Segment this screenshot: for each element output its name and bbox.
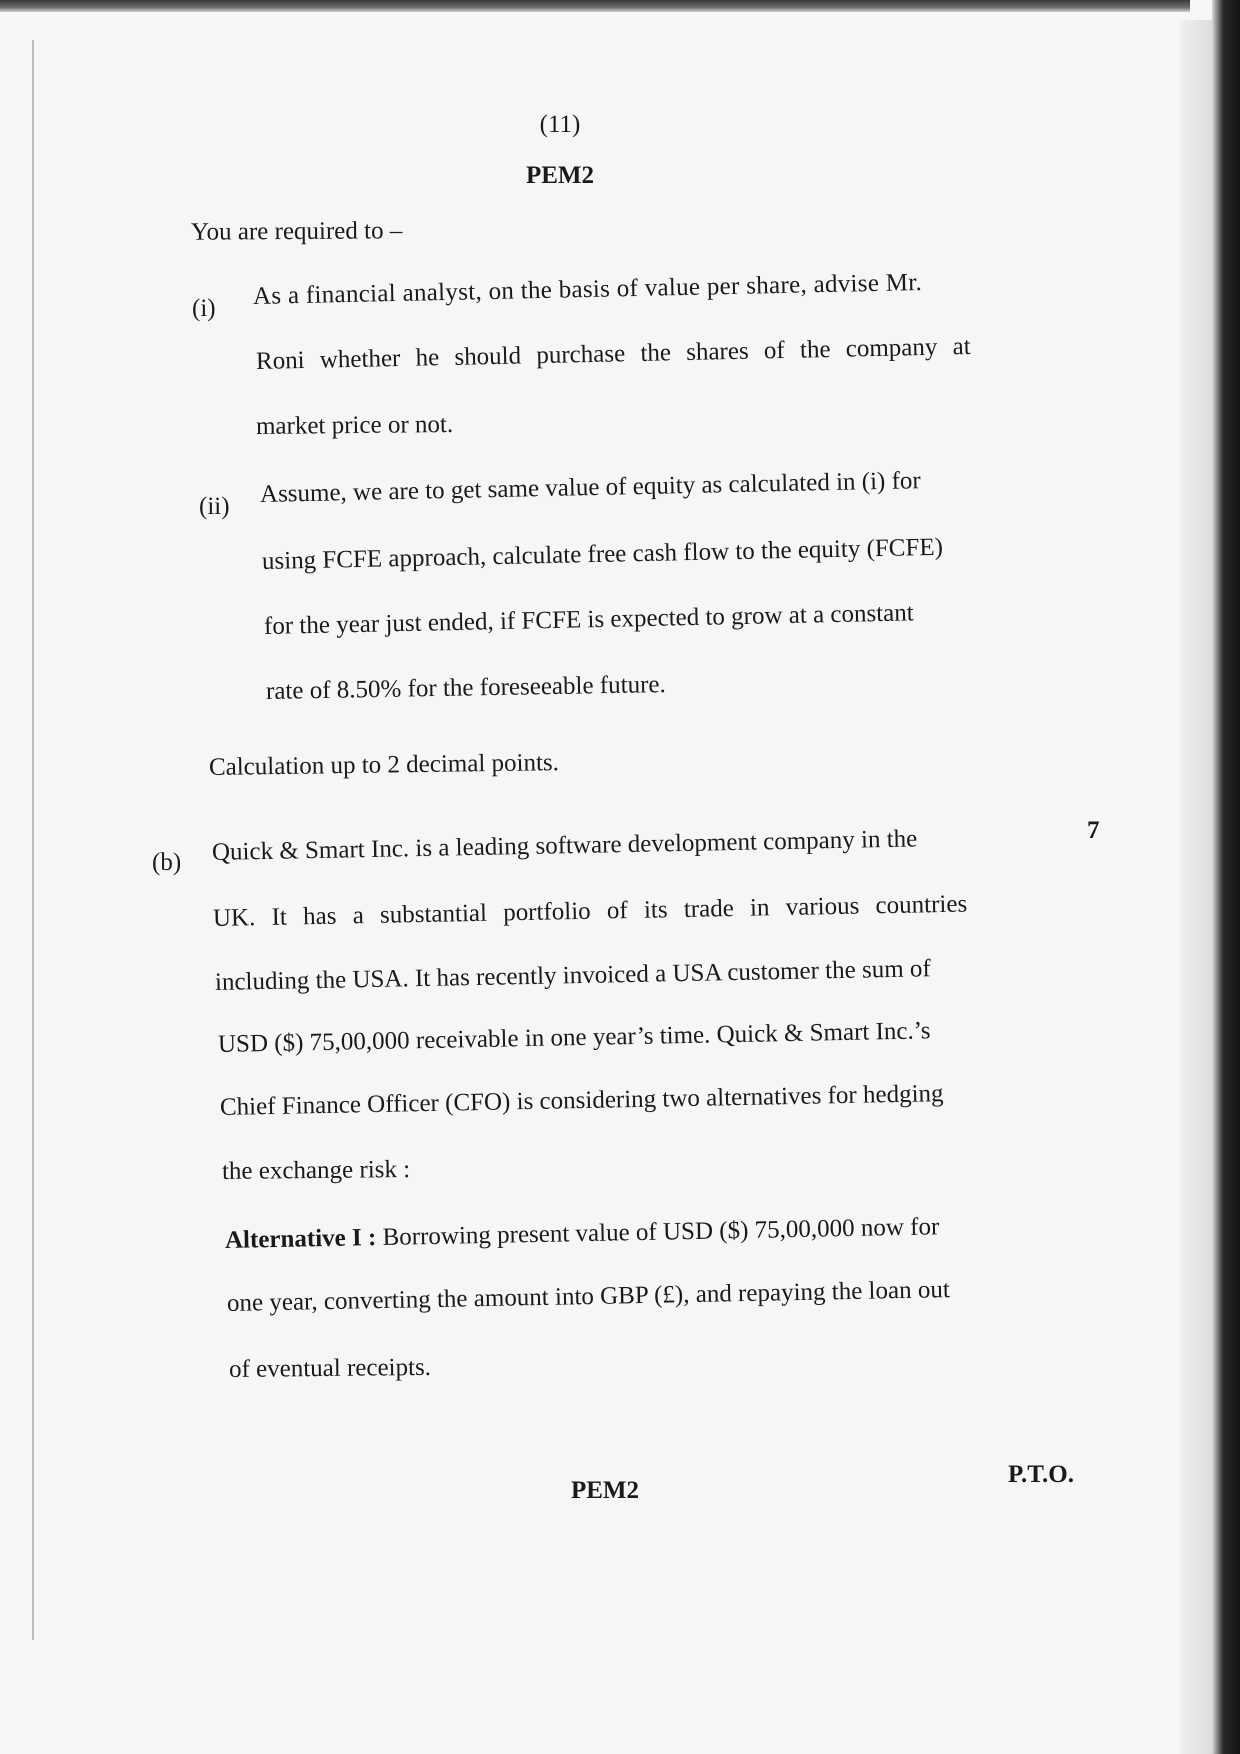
part-b-line-3: including the USA. It has recently invoiced a USA customer the sum of <box>214 955 931 996</box>
part-b-line-2: UK. It has a substantial portfolio of its trade in various countries <box>212 890 968 932</box>
part-i-line-1: As a financial analyst, on the basis of value per share, advise Mr. <box>252 268 923 310</box>
part-b-line-6: the exchange risk : <box>221 1156 411 1185</box>
alternative-i-line-2: one year, converting the amount into GBP (£), and repaying the loan out <box>226 1276 951 1317</box>
part-ii-line-2: using FCFE approach, calculate free cash flow to the equity (FCFE) <box>261 533 944 575</box>
part-ii-line-4: rate of 8.50% for the foreseeable future. <box>265 671 666 705</box>
part-i-label: (i) <box>192 295 216 322</box>
part-b-line-4: USD ($) 75,00,000 receivable in one year’s time. Quick & Smart Inc.’s <box>217 1017 931 1058</box>
calculation-note: Calculation up to 2 decimal points. <box>208 749 560 781</box>
part-ii-line-1: Assume, we are to get same value of equity as calculated in (i) for <box>259 467 922 508</box>
alternative-i-line-1-text: Borrowing present value of USD ($) 75,00,000 now for <box>376 1213 940 1252</box>
page-number: (11) <box>539 111 581 138</box>
intro-text: You are required to – <box>190 217 403 246</box>
scan-edge-right-shadow <box>1180 20 1212 1754</box>
paper-code-header: PEM2 <box>525 162 595 189</box>
alternative-i-line-3: of eventual receipts. <box>228 1353 432 1383</box>
alternative-i-line-1 <box>225 1212 940 1256</box>
part-ii-label: (ii) <box>199 493 230 520</box>
part-ii-line-3: for the year just ended, if FCFE is expected to grow at a constant <box>263 599 914 640</box>
pto-marker: P.T.O. <box>1008 1461 1074 1488</box>
scan-edge-right <box>1212 0 1240 1754</box>
part-b-line-5: Chief Finance Officer (CFO) is considering two alternatives for hedging <box>219 1080 944 1121</box>
alternative-i-title: Alternative I : <box>224 1224 377 1254</box>
paper-code-footer: PEM2 <box>570 1477 640 1504</box>
part-i-line-2: Roni whether he should purchase the shares of the company at <box>255 333 971 375</box>
part-b-line-1: Quick & Smart Inc. is a leading software development company in the <box>211 825 918 866</box>
part-b-marks: 7 <box>1087 817 1100 844</box>
part-b-label: (b) <box>152 849 182 876</box>
scan-edge-left <box>32 40 34 1640</box>
part-i-line-3: market price or not. <box>255 410 454 440</box>
scan-edge-top <box>0 0 1190 12</box>
